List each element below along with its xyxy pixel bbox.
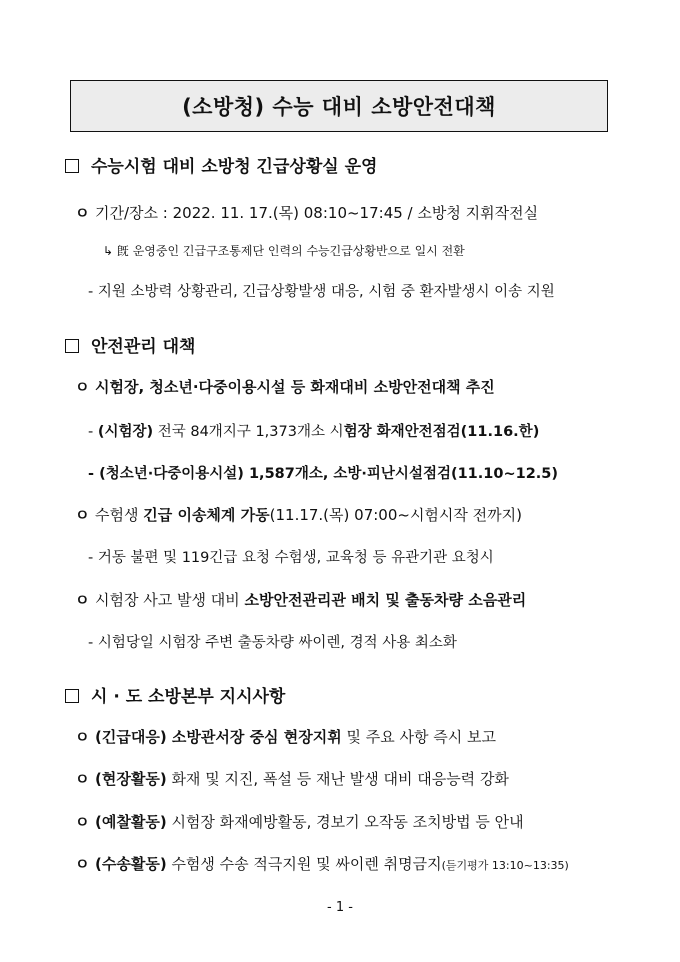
- list-item: ㅇ (수송활동) 수험생 수송 적극지원 및 싸이렌 취명금지(듣기평가 13:10~13:35): [75, 855, 569, 873]
- checkbox-square-icon: [65, 339, 79, 353]
- checkbox-square-icon: [65, 689, 79, 703]
- list-item: - (시험장) 전국 84개지구 1,373개소 시험장 화재안전점검(11.16.한): [88, 424, 540, 440]
- checkbox-square-icon: [65, 159, 79, 173]
- page-number: - 1 -: [327, 900, 353, 915]
- list-item: - 시험당일 시험장 주변 출동차량 싸이렌, 경적 사용 최소화: [88, 635, 457, 651]
- list-item-note: ↳ 旣 운영중인 긴급구조통제단 인력의 수능긴급상황반으로 일시 전환: [103, 244, 465, 258]
- arrow-icon: ↳: [103, 244, 114, 258]
- page-title: (소방청) 수능 대비 소방안전대책: [182, 95, 496, 119]
- list-item: ㅇ 기간/장소 : 2022. 11. 17.(목) 08:10~17:45 / 소방청 지휘작전실: [75, 204, 539, 222]
- section-heading: 시 · 도 소방본부 지시사항: [65, 682, 285, 707]
- section-heading: 안전관리 대책: [65, 332, 195, 357]
- list-item: ㅇ (긴급대응) 소방관서장 중심 현장지휘 및 주요 사항 즉시 보고: [75, 728, 496, 746]
- list-item: ㅇ 시험장 사고 발생 대비 소방안전관리관 배치 및 출동차량 소음관리: [75, 591, 527, 609]
- list-item: ㅇ 수험생 긴급 이송체계 가동(11.17.(목) 07:00~시험시작 전까지): [75, 506, 522, 524]
- list-item: ㅇ 시험장, 청소년·다중이용시설 등 화재대비 소방안전대책 추진: [75, 378, 495, 396]
- list-item: - 지원 소방력 상황관리, 긴급상황발생 대응, 시험 중 환자발생시 이송 지원: [88, 284, 555, 300]
- title-box: [70, 80, 608, 132]
- list-item: - (청소년·다중이용시설) 1,587개소, 소방·피난시설점검(11.10~12.5): [88, 466, 559, 482]
- list-item: ㅇ (예찰활동) 시험장 화재예방활동, 경보기 오작동 조치방법 등 안내: [75, 813, 524, 831]
- section-heading: 수능시험 대비 소방청 긴급상황실 운영: [65, 152, 377, 177]
- list-item: ㅇ (현장활동) 화재 및 지진, 폭설 등 재난 발생 대비 대응능력 강화: [75, 770, 509, 788]
- list-item: - 거동 불편 및 119긴급 요청 수험생, 교육청 등 유관기관 요청시: [88, 550, 494, 566]
